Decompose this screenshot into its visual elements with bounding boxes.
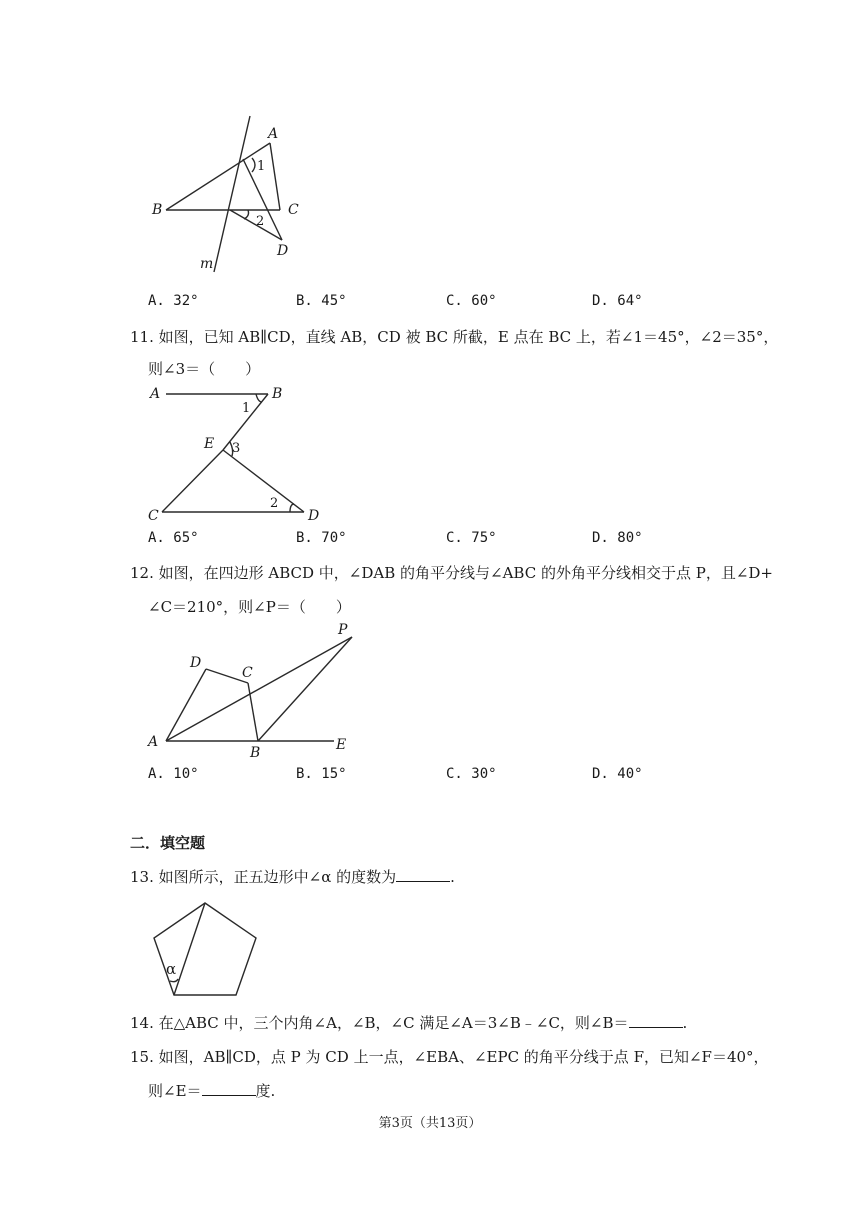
label-D: D <box>277 243 289 259</box>
label-angle-1: 1 <box>257 159 266 174</box>
q13-figure <box>140 895 270 1001</box>
q14-text-after: . <box>682 1014 688 1032</box>
label-A: A <box>150 386 161 402</box>
q12-text-line2: ∠C＝210°，则∠P＝（ ） <box>148 598 351 616</box>
q13-text-before: 13. 如图所示，正五边形中∠α 的度数为 <box>130 868 397 886</box>
label-C: C <box>242 665 253 681</box>
q14-answer-blank[interactable] <box>629 1012 683 1028</box>
label-P: P <box>338 622 348 638</box>
segment-EC <box>162 450 223 512</box>
q11-option-d: D. 80° <box>592 530 643 546</box>
q12-figure <box>140 615 360 765</box>
page-footer: 第3页（共13页） <box>378 1116 482 1131</box>
label-angle-1: 1 <box>242 401 251 416</box>
angle-arc-alpha <box>170 979 178 982</box>
label-alpha: α <box>166 960 177 978</box>
q12-option-b: B. 15° <box>296 766 347 782</box>
q15-answer-blank[interactable] <box>202 1080 256 1096</box>
q15-text-before: 则∠E＝ <box>148 1082 202 1100</box>
q10-option-a: A. 32° <box>148 293 199 309</box>
angle-arc-1 <box>252 158 255 172</box>
label-D: D <box>308 508 320 524</box>
q15-text-after: 度. <box>255 1082 276 1100</box>
label-angle-2: 2 <box>256 214 265 229</box>
label-A: A <box>148 734 159 750</box>
angle-arc-1 <box>256 394 262 402</box>
q11-text-line1: 11. 如图，已知 AB∥CD，直线 AB，CD 被 BC 所截，E 点在 BC 上，若∠1＝45°，∠2＝35°， <box>130 328 779 346</box>
q12-option-d: D. 40° <box>592 766 643 782</box>
segment-ED <box>223 450 304 512</box>
q12-option-a: A. 10° <box>148 766 199 782</box>
label-C: C <box>288 202 299 218</box>
q10-option-b: B. 45° <box>296 293 347 309</box>
q15-text-line2 <box>148 1080 275 1102</box>
q12-option-c: C. 30° <box>446 766 497 782</box>
label-B: B <box>272 386 283 402</box>
label-D: D <box>190 655 202 671</box>
label-E: E <box>204 436 215 452</box>
q13-text-after: . <box>450 868 455 886</box>
q11-text-line2: 则∠3＝（ ） <box>148 360 261 378</box>
label-B: B <box>250 745 261 761</box>
section-heading-fill-in: 二．填空题 <box>130 834 206 852</box>
label-E: E <box>336 737 347 753</box>
label-angle-3: 3 <box>232 441 241 456</box>
label-C: C <box>148 508 159 524</box>
angle-arc-2 <box>290 504 294 512</box>
label-A: A <box>268 126 279 142</box>
q13-text <box>130 866 455 888</box>
q11-option-b: B. 70° <box>296 530 347 546</box>
q12-text-line1: 12. 如图，在四边形 ABCD 中，∠DAB 的角平分线与∠ABC 的外角平分线相交于点 P，且∠D+ <box>130 564 773 582</box>
q11-figure <box>140 380 340 528</box>
regular-pentagon <box>154 903 256 995</box>
line-m <box>214 116 250 272</box>
q14-text-before: 14. 在△ABC 中，三个内角∠A，∠B，∠C 满足∠A＝3∠B﹣∠C，则∠B＝ <box>130 1014 629 1032</box>
q10-option-c: C. 60° <box>446 293 497 309</box>
q10-figure <box>140 110 320 280</box>
q13-answer-blank[interactable] <box>396 866 450 882</box>
label-B: B <box>152 202 163 218</box>
label-angle-2: 2 <box>270 496 279 511</box>
q15-text-line1: 15. 如图，AB∥CD，点 P 为 CD 上一点，∠EBA、∠EPC 的角平分线于点 F，已知∠F＝40°， <box>130 1048 769 1066</box>
segment-AP <box>166 637 352 741</box>
q11-option-c: C. 75° <box>446 530 497 546</box>
angle-arc-2 <box>244 210 249 219</box>
segment-AC <box>270 143 280 210</box>
q11-option-a: A. 65° <box>148 530 199 546</box>
diagonal <box>174 903 205 995</box>
segment-BA <box>166 143 270 210</box>
q14-text <box>130 1012 687 1034</box>
segment-BP <box>258 637 352 741</box>
label-m: m <box>200 256 214 272</box>
q10-option-d: D. 64° <box>592 293 643 309</box>
